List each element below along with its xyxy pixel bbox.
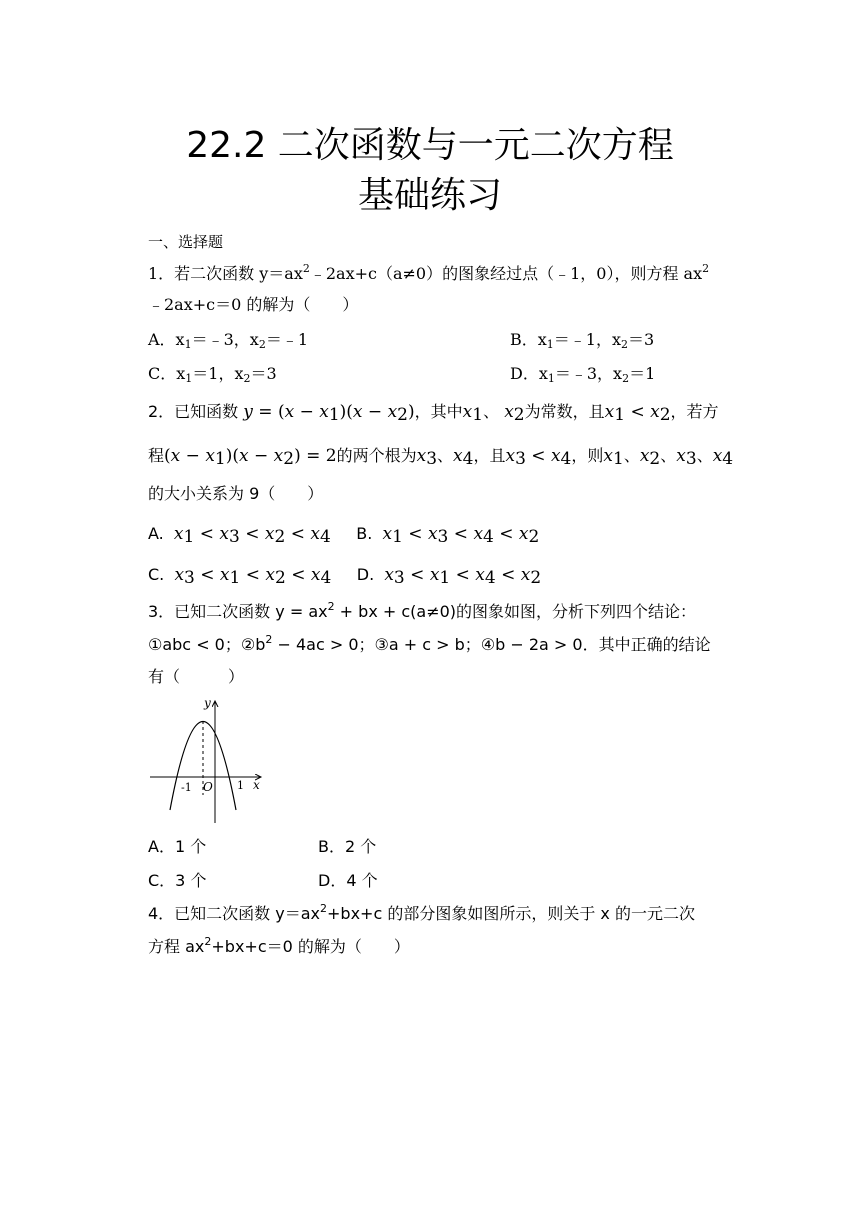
tick-label-1: 1: [237, 779, 244, 792]
q3-option-d[interactable]: D．4 个: [318, 871, 378, 890]
q2-option-b[interactable]: B. $x_1 < x_3 < x_4 < x_2$: [356, 524, 540, 547]
q3-parabola-graph: [145, 695, 270, 830]
x-axis-label: x: [253, 778, 260, 792]
section-header: 一、选择题: [148, 233, 224, 251]
q2-options-cd: [148, 563, 541, 587]
q3-option-b[interactable]: B．2 个: [318, 837, 377, 856]
q2-option-a[interactable]: A. $x_1 < x_3 < x_2 < x_4$: [148, 524, 331, 547]
q2-option-d[interactable]: D. $x_3 < x_1 < x_4 < x_2$: [356, 565, 542, 588]
page-subtitle: 基础练习: [357, 175, 502, 216]
q4-stem-line2: 方程 $ax^2+bx+c=0$ 的解为（ ）: [148, 935, 410, 956]
q3-stem-line1: 3．已知二次函数 $y = ax^2$ + bx + c(a≠0)的图象如图，分析下列四个结论：: [148, 600, 697, 621]
origin-label: O: [203, 780, 213, 794]
q1-option-c[interactable]: C．$x_1=1$，$x_2=3$: [148, 364, 277, 385]
q4-stem-line1: 4．已知二次函数 $y=ax^2+bx+c$ 的部分图象如图所示，则关于 x 的一元二次: [148, 902, 695, 923]
q1-stem-line1: 1．若二次函数 $y=ax^2﹣2ax+c(a\ne 0)$的图象经过点（﹣1，0），则方程 $ax^2$: [148, 262, 710, 283]
q2-option-c[interactable]: C. $x_3 < x_1 < x_2 < x_4$: [148, 565, 332, 588]
q3-stem-line3: 有（ ）: [148, 667, 245, 686]
q2-options-ab: [148, 522, 539, 546]
y-axis-label: y: [204, 696, 211, 710]
q1-option-a[interactable]: A．$x_1=﹣3$，$x_2=﹣1$: [148, 330, 308, 351]
q3-option-c[interactable]: C．3 个: [148, 871, 207, 890]
q3-stem-line2: ①abc < 0；$②b^2 - 4ac > 0$；③a + c > b；④b − 2a > 0．其中正确的结论: [148, 633, 711, 654]
tick-label-neg1: -1: [181, 781, 192, 794]
q2-stem-line1: 2．已知函数 $y = (x - x_1)(x - x_2)$，其中$x_1$、 $x_2$为常数，且$x_1 < x_2$，若方: [148, 402, 719, 425]
q1-option-b[interactable]: B．$x_1=﹣1$，$x_2=3$: [510, 330, 655, 351]
q1-stem-line2: ﹣2ax+c＝0 的解为（ ）: [148, 295, 359, 314]
q3-option-a[interactable]: A．1 个: [148, 837, 207, 856]
q2-stem-line2: 程$(x - x_1)(x - x_2) = 2$的两个根为$x_3$、$x_4$，且$x_3 < x_4$，则$x_1$、$x_2$、$x_3$、$x_4$: [148, 446, 734, 469]
q1-option-d[interactable]: D．$x_1=﹣3$，$x_2=1$: [510, 364, 656, 385]
page-title: 22.2 二次函数与一元二次方程: [186, 125, 674, 166]
q2-stem-line3: 的大小关系为 9（ ）: [148, 484, 324, 503]
